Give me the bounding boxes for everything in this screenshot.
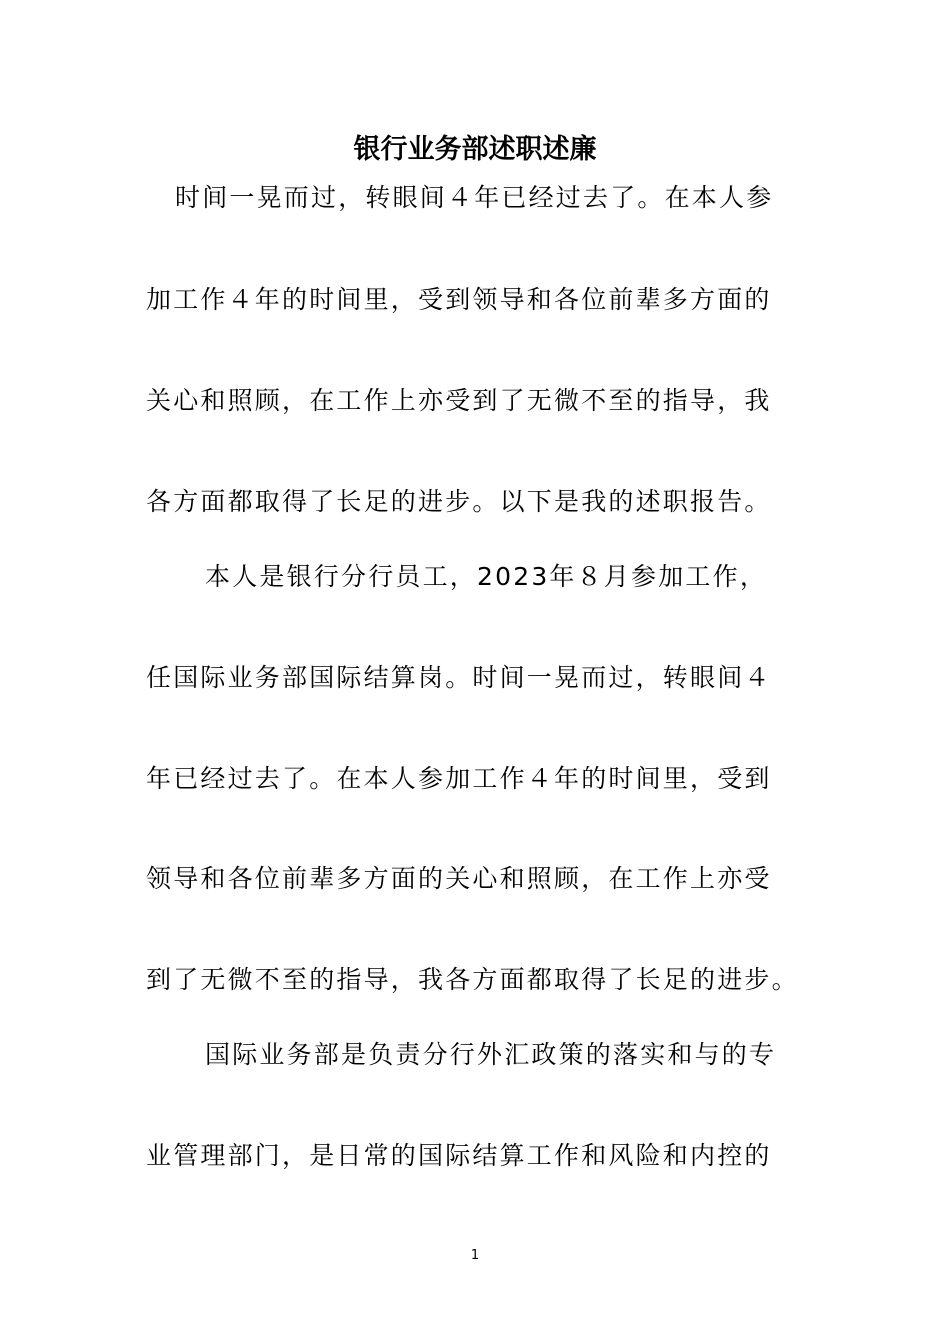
text-line: 业管理部门，是日常的国际结算工作和风险和内控的 bbox=[146, 1141, 772, 1170]
text-line: 加工作４年的时间里，受到领导和各位前辈多方面的 bbox=[146, 285, 772, 314]
text-line: 本人是银行分行员工，2023年８月参加工作， bbox=[205, 562, 768, 591]
page-number: 1 bbox=[470, 1248, 480, 1263]
document-title: 银行业务部述职述廉 bbox=[353, 134, 597, 165]
text-line: 到了无微不至的指导，我各方面都取得了长足的进步。 bbox=[146, 965, 799, 994]
text-line: 时间一晃而过，转眼间４年已经过去了。在本人参 bbox=[175, 183, 774, 212]
text-line: 任国际业务部国际结算岗。时间一晃而过，转眼间４ bbox=[146, 663, 772, 692]
text-line: 各方面都取得了长足的进步。以下是我的述职报告。 bbox=[146, 487, 772, 516]
text-line: 国际业务部是负责分行外汇政策的落实和与的专 bbox=[205, 1040, 777, 1069]
text-line: 领导和各位前辈多方面的关心和照顾，在工作上亦受 bbox=[146, 864, 772, 893]
text-line: 年已经过去了。在本人参加工作４年的时间里，受到 bbox=[146, 764, 772, 793]
text-line: 关心和照顾，在工作上亦受到了无微不至的指导，我 bbox=[146, 386, 772, 415]
